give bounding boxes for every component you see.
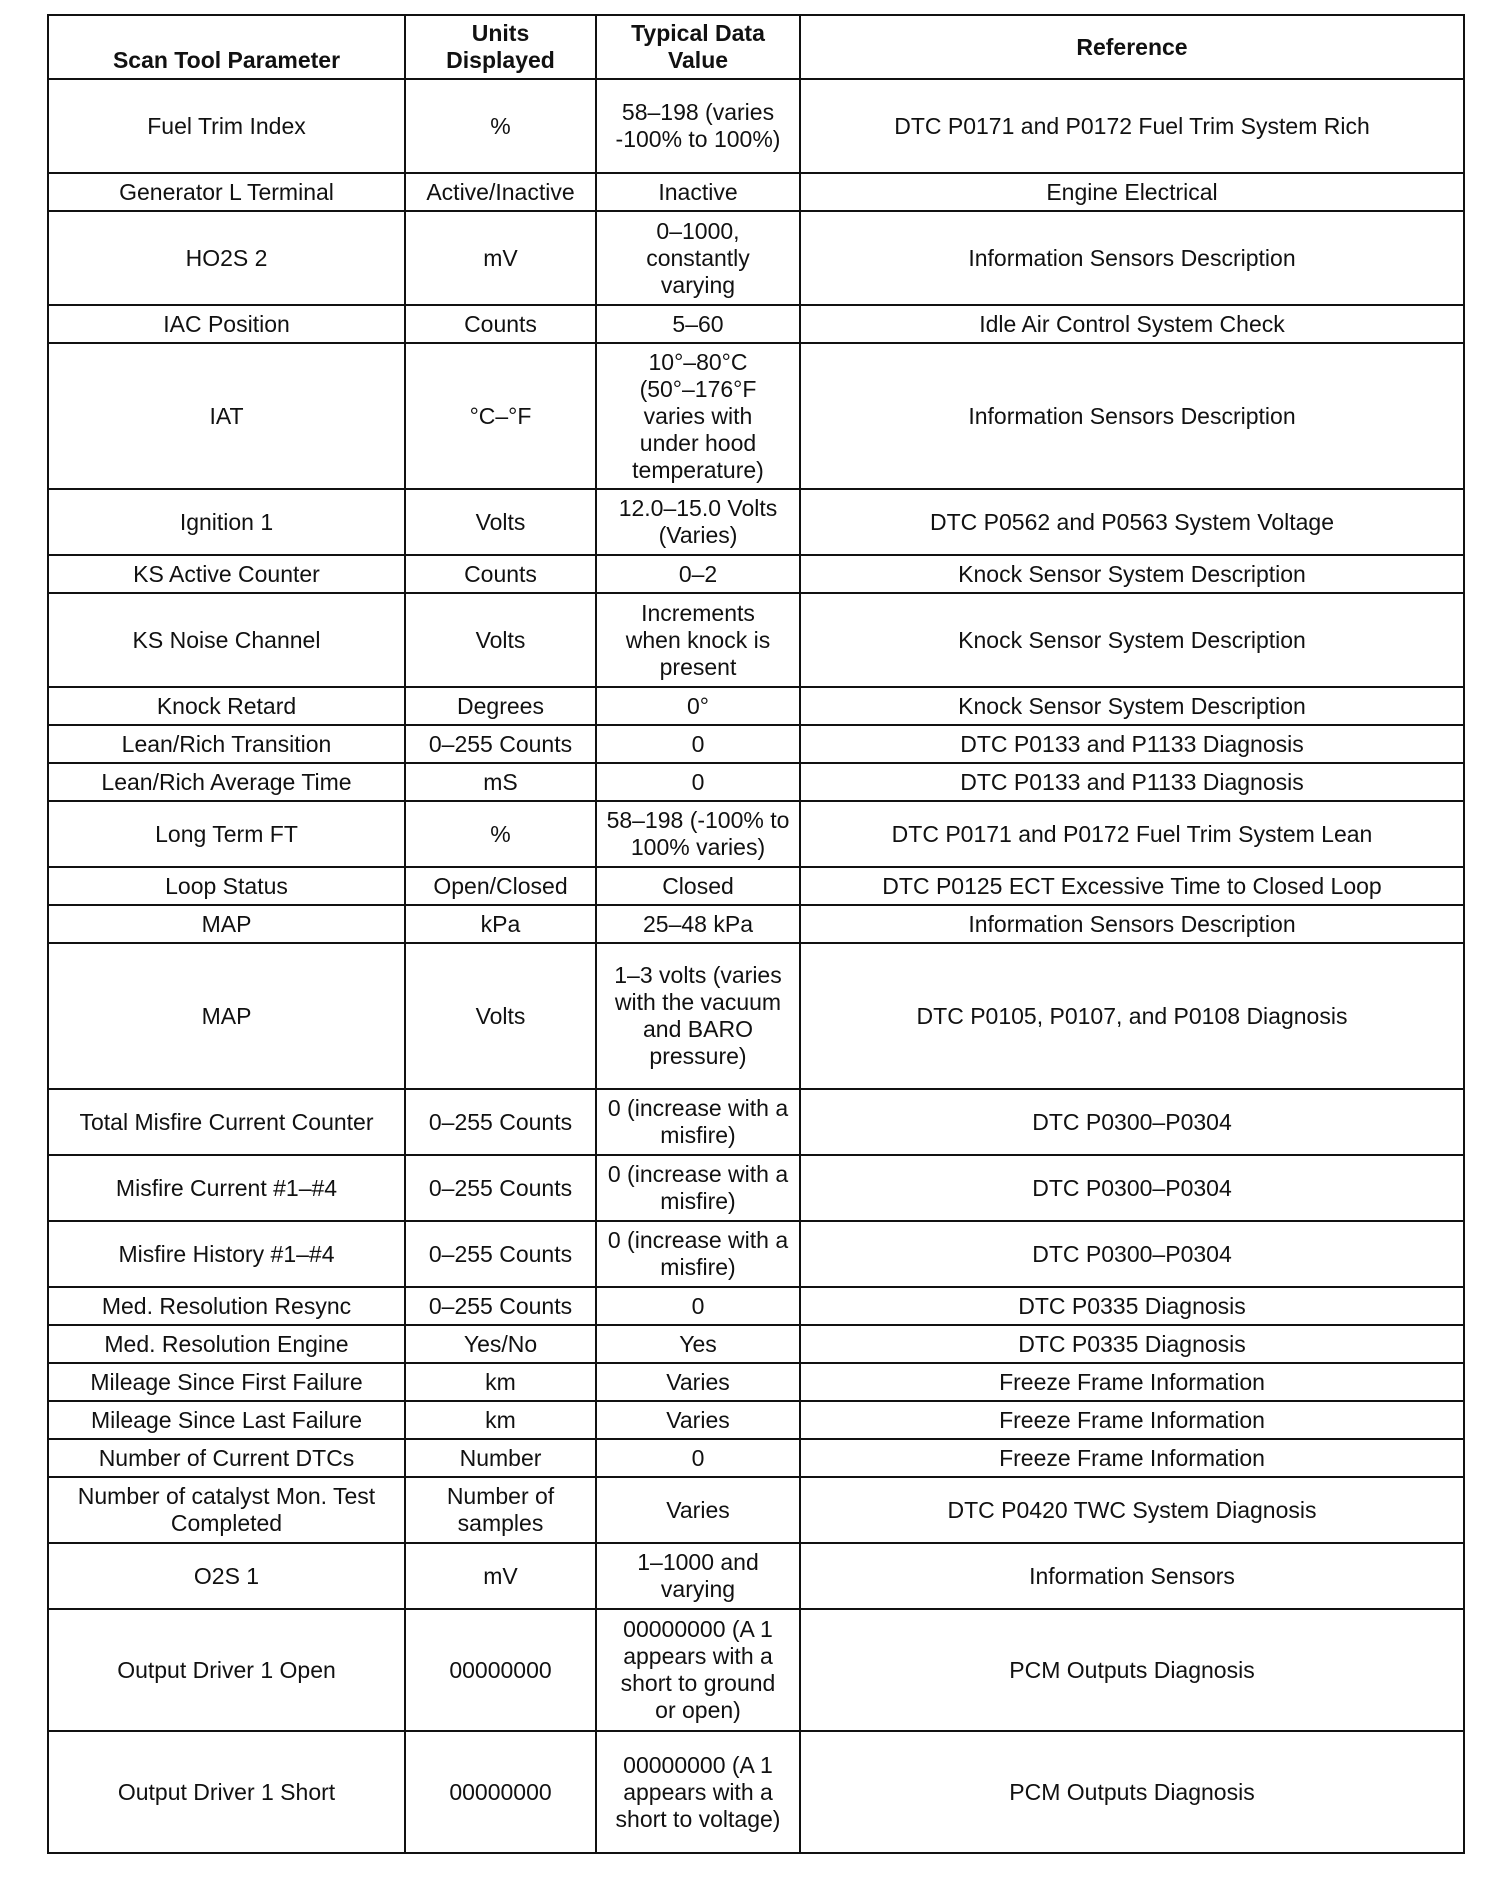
reference-cell: DTC P0171 and P0172 Fuel Trim System Rich [800, 79, 1464, 173]
table-row [48, 763, 1464, 801]
typical-value-cell: 00000000 (A 1 appears with a short to voltage) [596, 1731, 800, 1853]
typical-value-cell: 0 (increase with a misfire) [596, 1155, 800, 1221]
typical-value-cell: Varies [596, 1401, 800, 1439]
parameter-cell: Output Driver 1 Open [48, 1609, 405, 1731]
table-row [48, 1477, 1464, 1543]
reference-cell: DTC P0105, P0107, and P0108 Diagnosis [800, 943, 1464, 1089]
reference-cell: Engine Electrical [800, 173, 1464, 211]
header-units-displayed: Units Displayed [405, 15, 596, 79]
parameter-cell: Misfire Current #1–#4 [48, 1155, 405, 1221]
reference-cell: Information Sensors Description [800, 905, 1464, 943]
reference-cell: Information Sensors [800, 1543, 1464, 1609]
parameter-cell: HO2S 2 [48, 211, 405, 305]
header-scan-tool-parameter: Scan Tool Parameter [48, 15, 405, 79]
scan-tool-data-table [47, 14, 1465, 1854]
reference-cell: DTC P0300–P0304 [800, 1155, 1464, 1221]
reference-cell: Freeze Frame Information [800, 1439, 1464, 1477]
document-page [47, 14, 1463, 1854]
parameter-cell: MAP [48, 905, 405, 943]
typical-value-cell: 12.0–15.0 Volts (Varies) [596, 489, 800, 555]
typical-value-cell: Increments when knock is present [596, 593, 800, 687]
typical-value-cell: 58–198 (-100% to 100% varies) [596, 801, 800, 867]
typical-value-cell: Varies [596, 1363, 800, 1401]
table-row [48, 1401, 1464, 1439]
parameter-cell: IAT [48, 343, 405, 489]
typical-value-cell: 0–2 [596, 555, 800, 593]
reference-cell: DTC P0133 and P1133 Diagnosis [800, 763, 1464, 801]
typical-value-cell: 0–1000, constantly varying [596, 211, 800, 305]
typical-value-cell: 1–1000 and varying [596, 1543, 800, 1609]
units-cell: 0–255 Counts [405, 1155, 596, 1221]
parameter-cell: Generator L Terminal [48, 173, 405, 211]
typical-value-cell: 1–3 volts (varies with the vacuum and BARO pressure) [596, 943, 800, 1089]
table-row [48, 1089, 1464, 1155]
reference-cell: Information Sensors Description [800, 343, 1464, 489]
table-row [48, 1609, 1464, 1731]
typical-value-cell: 25–48 kPa [596, 905, 800, 943]
typical-value-cell: 00000000 (A 1 appears with a short to ground or open) [596, 1609, 800, 1731]
units-cell: °C–°F [405, 343, 596, 489]
parameter-cell: KS Noise Channel [48, 593, 405, 687]
reference-cell: Freeze Frame Information [800, 1401, 1464, 1439]
units-cell: mS [405, 763, 596, 801]
units-cell: Degrees [405, 687, 596, 725]
typical-value-cell: 0 (increase with a misfire) [596, 1221, 800, 1287]
typical-value-cell: 0° [596, 687, 800, 725]
table-row [48, 1439, 1464, 1477]
reference-cell: Knock Sensor System Description [800, 687, 1464, 725]
parameter-cell: O2S 1 [48, 1543, 405, 1609]
parameter-cell: Med. Resolution Engine [48, 1325, 405, 1363]
reference-cell: DTC P0300–P0304 [800, 1221, 1464, 1287]
parameter-cell: Ignition 1 [48, 489, 405, 555]
units-cell: Yes/No [405, 1325, 596, 1363]
units-cell: Open/Closed [405, 867, 596, 905]
typical-value-cell: 0 (increase with a misfire) [596, 1089, 800, 1155]
reference-cell: Knock Sensor System Description [800, 555, 1464, 593]
units-cell: 00000000 [405, 1731, 596, 1853]
parameter-cell: Lean/Rich Average Time [48, 763, 405, 801]
table-row [48, 725, 1464, 763]
units-cell: % [405, 79, 596, 173]
units-cell: 0–255 Counts [405, 1089, 596, 1155]
parameter-cell: Misfire History #1–#4 [48, 1221, 405, 1287]
table-row [48, 801, 1464, 867]
table-header-row [48, 15, 1464, 79]
parameter-cell: KS Active Counter [48, 555, 405, 593]
reference-cell: Freeze Frame Information [800, 1363, 1464, 1401]
typical-value-cell: 5–60 [596, 305, 800, 343]
typical-value-cell: 0 [596, 1439, 800, 1477]
parameter-cell: Total Misfire Current Counter [48, 1089, 405, 1155]
units-cell: km [405, 1363, 596, 1401]
reference-cell: Idle Air Control System Check [800, 305, 1464, 343]
units-cell: Counts [405, 305, 596, 343]
parameter-cell: Output Driver 1 Short [48, 1731, 405, 1853]
parameter-cell: Number of catalyst Mon. Test Completed [48, 1477, 405, 1543]
units-cell: 00000000 [405, 1609, 596, 1731]
table-row [48, 905, 1464, 943]
table-row [48, 1221, 1464, 1287]
reference-cell: Information Sensors Description [800, 211, 1464, 305]
parameter-cell: Med. Resolution Resync [48, 1287, 405, 1325]
table-row [48, 173, 1464, 211]
units-cell: Number [405, 1439, 596, 1477]
units-cell: 0–255 Counts [405, 1221, 596, 1287]
parameter-cell: Loop Status [48, 867, 405, 905]
reference-cell: DTC P0335 Diagnosis [800, 1325, 1464, 1363]
reference-cell: DTC P0125 ECT Excessive Time to Closed Loop [800, 867, 1464, 905]
typical-value-cell: 0 [596, 725, 800, 763]
header-typical-data-value: Typical Data Value [596, 15, 800, 79]
units-cell: mV [405, 211, 596, 305]
table-row [48, 343, 1464, 489]
units-cell: Counts [405, 555, 596, 593]
reference-cell: PCM Outputs Diagnosis [800, 1609, 1464, 1731]
table-row [48, 1287, 1464, 1325]
reference-cell: DTC P0335 Diagnosis [800, 1287, 1464, 1325]
units-cell: Number of samples [405, 1477, 596, 1543]
units-cell: % [405, 801, 596, 867]
units-cell: 0–255 Counts [405, 725, 596, 763]
parameter-cell: Number of Current DTCs [48, 1439, 405, 1477]
table-row [48, 305, 1464, 343]
typical-value-cell: Yes [596, 1325, 800, 1363]
table-row [48, 1363, 1464, 1401]
reference-cell: PCM Outputs Diagnosis [800, 1731, 1464, 1853]
table-row [48, 1543, 1464, 1609]
units-cell: Volts [405, 489, 596, 555]
units-cell: mV [405, 1543, 596, 1609]
typical-value-cell: 10°–80°C (50°–176°F varies with under hood temperature) [596, 343, 800, 489]
parameter-cell: MAP [48, 943, 405, 1089]
table-row [48, 79, 1464, 173]
parameter-cell: Long Term FT [48, 801, 405, 867]
table-row [48, 593, 1464, 687]
units-cell: kPa [405, 905, 596, 943]
typical-value-cell: Varies [596, 1477, 800, 1543]
units-cell: Volts [405, 593, 596, 687]
reference-cell: DTC P0171 and P0172 Fuel Trim System Lean [800, 801, 1464, 867]
units-cell: Volts [405, 943, 596, 1089]
table-row [48, 489, 1464, 555]
table-row [48, 943, 1464, 1089]
table-row [48, 1325, 1464, 1363]
reference-cell: DTC P0300–P0304 [800, 1089, 1464, 1155]
reference-cell: Knock Sensor System Description [800, 593, 1464, 687]
typical-value-cell: 0 [596, 1287, 800, 1325]
reference-cell: DTC P0420 TWC System Diagnosis [800, 1477, 1464, 1543]
units-cell: km [405, 1401, 596, 1439]
table-row [48, 1155, 1464, 1221]
parameter-cell: Mileage Since Last Failure [48, 1401, 405, 1439]
parameter-cell: Knock Retard [48, 687, 405, 725]
parameter-cell: Lean/Rich Transition [48, 725, 405, 763]
parameter-cell: Fuel Trim Index [48, 79, 405, 173]
header-reference: Reference [800, 15, 1464, 79]
table-row [48, 1731, 1464, 1853]
table-row [48, 211, 1464, 305]
parameter-cell: IAC Position [48, 305, 405, 343]
typical-value-cell: 58–198 (varies -100% to 100%) [596, 79, 800, 173]
units-cell: Active/Inactive [405, 173, 596, 211]
table-row [48, 555, 1464, 593]
units-cell: 0–255 Counts [405, 1287, 596, 1325]
typical-value-cell: 0 [596, 763, 800, 801]
reference-cell: DTC P0562 and P0563 System Voltage [800, 489, 1464, 555]
reference-cell: DTC P0133 and P1133 Diagnosis [800, 725, 1464, 763]
typical-value-cell: Inactive [596, 173, 800, 211]
table-row [48, 867, 1464, 905]
table-row [48, 687, 1464, 725]
typical-value-cell: Closed [596, 867, 800, 905]
parameter-cell: Mileage Since First Failure [48, 1363, 405, 1401]
